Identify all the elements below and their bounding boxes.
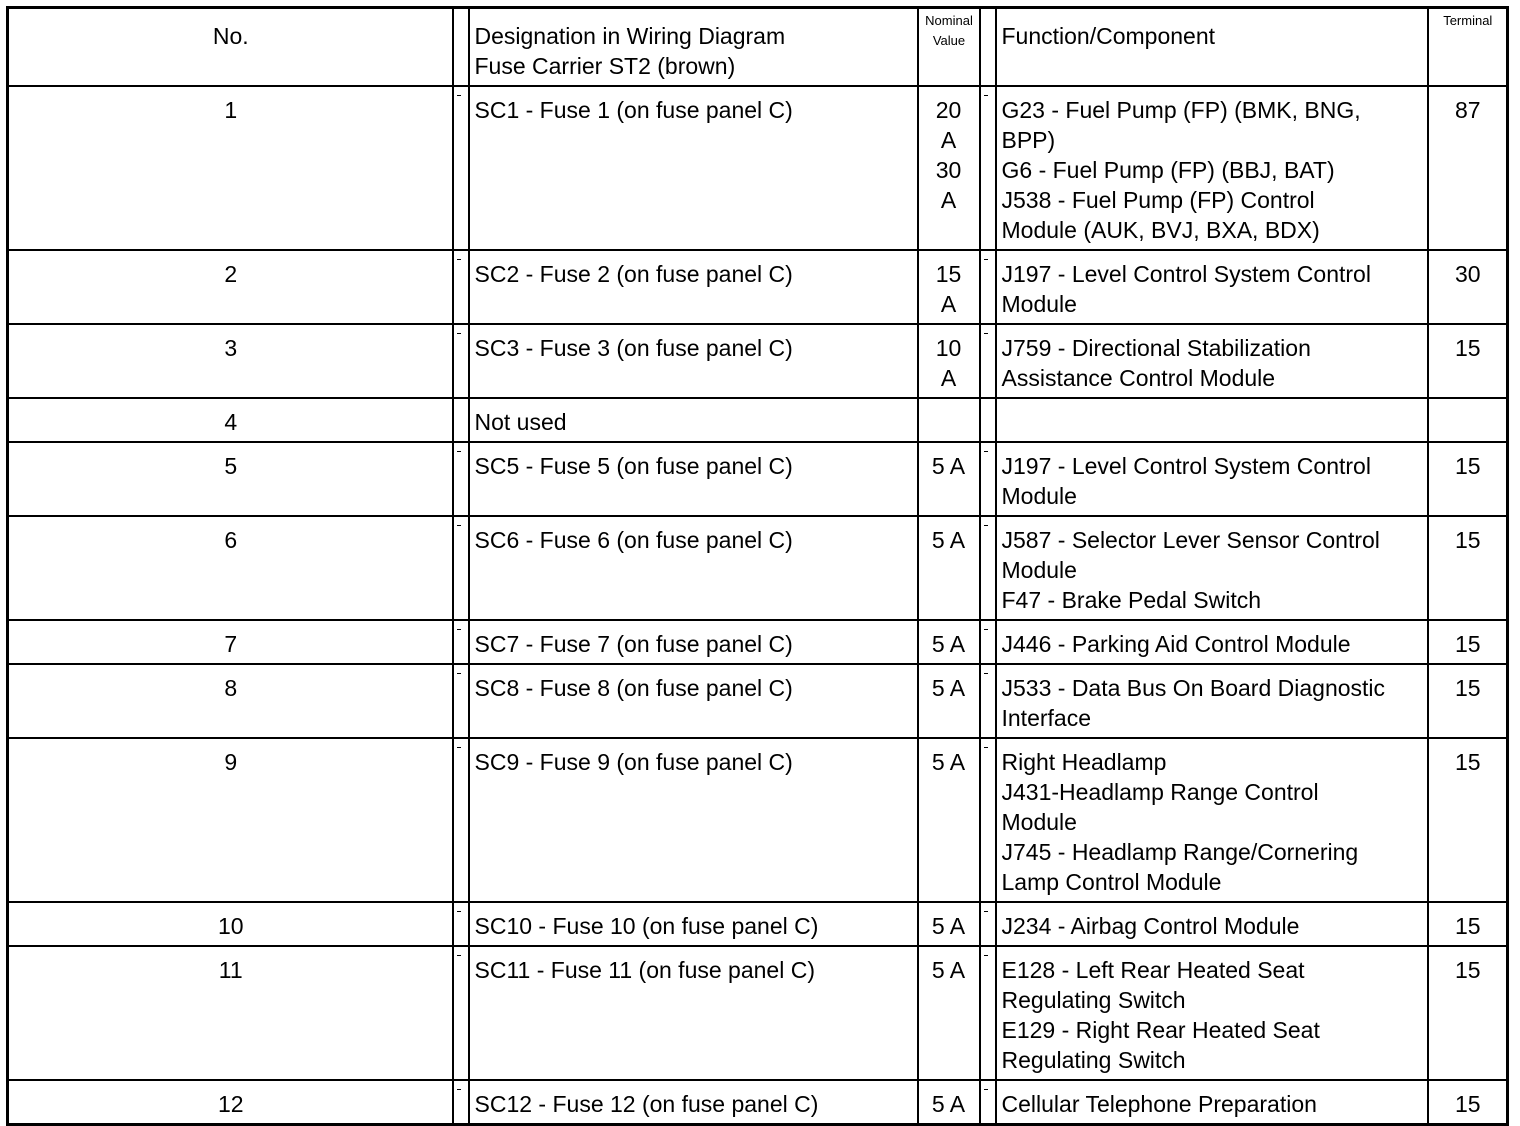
function-component [996, 946, 1428, 1080]
function-line: J197 - Level Control System Control [1001, 261, 1371, 287]
nominal-value [918, 902, 980, 946]
function-line: J197 - Level Control System Control [1001, 453, 1371, 479]
nominal-value [918, 250, 980, 324]
table-row [8, 738, 1508, 902]
terminal: 15 [1428, 442, 1508, 516]
function-component [996, 398, 1428, 442]
function-line: J587 - Selector Lever Sensor Control [1001, 527, 1380, 553]
spacer-cell [980, 86, 996, 250]
nominal-value-line: 5 A [931, 631, 966, 657]
header-designation [469, 8, 918, 87]
function-line: BPP) [1001, 127, 1056, 153]
function-component [996, 1080, 1428, 1125]
function-line: Assistance Control Module [1001, 365, 1276, 391]
fuse-number: 3 [8, 324, 453, 398]
nominal-value-line: 5 A [931, 957, 966, 983]
spacer-cell [980, 902, 996, 946]
nominal-value-line: 15 [935, 261, 962, 287]
function-component [996, 620, 1428, 664]
function-line: Module [1001, 557, 1077, 583]
tick-mark [984, 629, 988, 630]
tick-mark [457, 1089, 461, 1090]
nominal-value-line: 5 A [931, 913, 966, 939]
function-component [996, 442, 1428, 516]
fuse-number: 1 [8, 86, 453, 250]
nominal-value-line: 30 [935, 157, 962, 183]
tick-mark [984, 95, 988, 96]
header-terminal: Terminal [1428, 8, 1508, 87]
function-component [996, 86, 1428, 250]
function-line: G6 - Fuel Pump (FP) (BBJ, BAT) [1001, 157, 1335, 183]
spacer-cell [453, 8, 469, 87]
function-line: J431-Headlamp Range Control [1001, 779, 1319, 805]
nominal-value [918, 516, 980, 620]
spacer-cell [980, 398, 996, 442]
function-component [996, 324, 1428, 398]
function-line: Lamp Control Module [1001, 869, 1222, 895]
function-line: J446 - Parking Aid Control Module [1001, 631, 1351, 657]
header-no: No. [8, 8, 453, 87]
table-row [8, 946, 1508, 1080]
function-component [996, 516, 1428, 620]
terminal: 15 [1428, 902, 1508, 946]
nominal-value-line: A [940, 187, 957, 213]
tick-mark [457, 629, 461, 630]
table-row [8, 442, 1508, 516]
table-row [8, 324, 1508, 398]
function-component [996, 738, 1428, 902]
terminal: 87 [1428, 86, 1508, 250]
function-line: Module [1001, 291, 1077, 317]
tick-mark [984, 673, 988, 674]
function-line: F47 - Brake Pedal Switch [1001, 587, 1262, 613]
table-row [8, 516, 1508, 620]
table-row [8, 398, 1508, 442]
nominal-value-line: 5 A [931, 675, 966, 701]
table-row [8, 1080, 1508, 1125]
tick-mark [984, 955, 988, 956]
fuse-number: 11 [8, 946, 453, 1080]
function-line: J745 - Headlamp Range/Cornering [1001, 839, 1359, 865]
function-component [996, 664, 1428, 738]
table-row [8, 86, 1508, 250]
nominal-value [918, 324, 980, 398]
fuse-number: 6 [8, 516, 453, 620]
terminal: 15 [1428, 620, 1508, 664]
function-component [996, 250, 1428, 324]
nominal-value [918, 1080, 980, 1125]
fuse-designation: SC5 - Fuse 5 (on fuse panel C) [469, 442, 918, 516]
function-line: Module (AUK, BVJ, BXA, BDX) [1001, 217, 1320, 243]
fuse-designation: SC9 - Fuse 9 (on fuse panel C) [469, 738, 918, 902]
header-designation-line2: Fuse Carrier ST2 (brown) [474, 53, 736, 79]
nominal-value-line: A [940, 291, 957, 317]
fuse-designation: SC11 - Fuse 11 (on fuse panel C) [469, 946, 918, 1080]
spacer-cell [453, 250, 469, 324]
spacer-cell [453, 324, 469, 398]
tick-mark [457, 95, 461, 96]
nominal-value [918, 442, 980, 516]
function-line: Module [1001, 809, 1077, 835]
function-component [996, 902, 1428, 946]
spacer-cell [980, 946, 996, 1080]
nominal-value [918, 398, 980, 442]
nominal-value-line: A [940, 127, 957, 153]
function-line: Cellular Telephone Preparation [1001, 1091, 1317, 1117]
fuse-number: 10 [8, 902, 453, 946]
spacer-cell [980, 8, 996, 87]
fuse-designation: SC10 - Fuse 10 (on fuse panel C) [469, 902, 918, 946]
table-row [8, 902, 1508, 946]
spacer-cell [980, 738, 996, 902]
function-line: Regulating Switch [1001, 1047, 1186, 1073]
header-row [8, 8, 1508, 87]
spacer-cell [980, 442, 996, 516]
terminal: 15 [1428, 516, 1508, 620]
fuse-number: 9 [8, 738, 453, 902]
fuse-number: 12 [8, 1080, 453, 1125]
terminal: 15 [1428, 738, 1508, 902]
tick-mark [984, 747, 988, 748]
spacer-cell [453, 738, 469, 902]
tick-mark [457, 747, 461, 748]
tick-mark [457, 525, 461, 526]
function-line: E129 - Right Rear Heated Seat [1001, 1017, 1320, 1043]
nominal-value [918, 664, 980, 738]
header-function: Function/Component [996, 8, 1428, 87]
tick-mark [457, 259, 461, 260]
header-nominal-line1: Nominal [925, 13, 973, 28]
spacer-cell [980, 324, 996, 398]
table-row [8, 620, 1508, 664]
fuse-number: 5 [8, 442, 453, 516]
function-line: Right Headlamp [1001, 749, 1167, 775]
nominal-value-line: A [940, 365, 957, 391]
nominal-value-line: 10 [935, 335, 962, 361]
spacer-cell [453, 664, 469, 738]
tick-mark [457, 451, 461, 452]
fuse-number: 2 [8, 250, 453, 324]
tick-mark [984, 451, 988, 452]
tick-mark [457, 333, 461, 334]
table-row [8, 664, 1508, 738]
spacer-cell [453, 442, 469, 516]
tick-mark [457, 911, 461, 912]
function-line: E128 - Left Rear Heated Seat [1001, 957, 1305, 983]
fuse-designation: SC8 - Fuse 8 (on fuse panel C) [469, 664, 918, 738]
spacer-cell [453, 86, 469, 250]
spacer-cell [980, 250, 996, 324]
terminal: 15 [1428, 664, 1508, 738]
tick-mark [984, 525, 988, 526]
nominal-value [918, 86, 980, 250]
nominal-value-line: 5 A [931, 453, 966, 479]
terminal: 15 [1428, 324, 1508, 398]
header-nominal-value [918, 8, 980, 87]
fuse-number: 7 [8, 620, 453, 664]
nominal-value [918, 620, 980, 664]
spacer-cell [453, 398, 469, 442]
spacer-cell [453, 1080, 469, 1125]
spacer-cell [453, 946, 469, 1080]
tick-mark [984, 259, 988, 260]
spacer-cell [453, 516, 469, 620]
spacer-cell [980, 620, 996, 664]
fuse-designation: SC6 - Fuse 6 (on fuse panel C) [469, 516, 918, 620]
header-designation-line1: Designation in Wiring Diagram [474, 23, 786, 49]
function-line: J234 - Airbag Control Module [1001, 913, 1300, 939]
tick-mark [984, 1089, 988, 1090]
function-line: G23 - Fuel Pump (FP) (BMK, BNG, [1001, 97, 1361, 123]
spacer-cell [980, 516, 996, 620]
spacer-cell [980, 1080, 996, 1125]
function-line: J533 - Data Bus On Board Diagnostic [1001, 675, 1386, 701]
nominal-value-line: 5 A [931, 1091, 966, 1117]
tick-mark [457, 955, 461, 956]
nominal-value-line: 5 A [931, 527, 966, 553]
fuse-designation: SC2 - Fuse 2 (on fuse panel C) [469, 250, 918, 324]
terminal: 15 [1428, 1080, 1508, 1125]
fuse-number: 4 [8, 398, 453, 442]
fuse-designation: SC3 - Fuse 3 (on fuse panel C) [469, 324, 918, 398]
tick-mark [984, 333, 988, 334]
table-row [8, 250, 1508, 324]
terminal [1428, 398, 1508, 442]
function-line: J759 - Directional Stabilization [1001, 335, 1311, 361]
spacer-cell [453, 620, 469, 664]
header-nominal-line2: Value [932, 33, 966, 48]
function-line: Regulating Switch [1001, 987, 1186, 1013]
tick-mark [984, 911, 988, 912]
fuse-number: 8 [8, 664, 453, 738]
terminal: 15 [1428, 946, 1508, 1080]
spacer-cell [980, 664, 996, 738]
tick-mark [457, 673, 461, 674]
nominal-value-line: 5 A [931, 749, 966, 775]
fuse-designation: SC12 - Fuse 12 (on fuse panel C) [469, 1080, 918, 1125]
nominal-value [918, 946, 980, 1080]
function-line: Interface [1001, 705, 1091, 731]
nominal-value-line: 20 [935, 97, 962, 123]
fuse-designation: SC1 - Fuse 1 (on fuse panel C) [469, 86, 918, 250]
fuse-designation: SC7 - Fuse 7 (on fuse panel C) [469, 620, 918, 664]
fuse-designation: Not used [469, 398, 918, 442]
fuse-table [6, 6, 1509, 1126]
function-line: J538 - Fuel Pump (FP) Control [1001, 187, 1315, 213]
terminal: 30 [1428, 250, 1508, 324]
nominal-value [918, 738, 980, 902]
function-line: Module [1001, 483, 1077, 509]
spacer-cell [453, 902, 469, 946]
